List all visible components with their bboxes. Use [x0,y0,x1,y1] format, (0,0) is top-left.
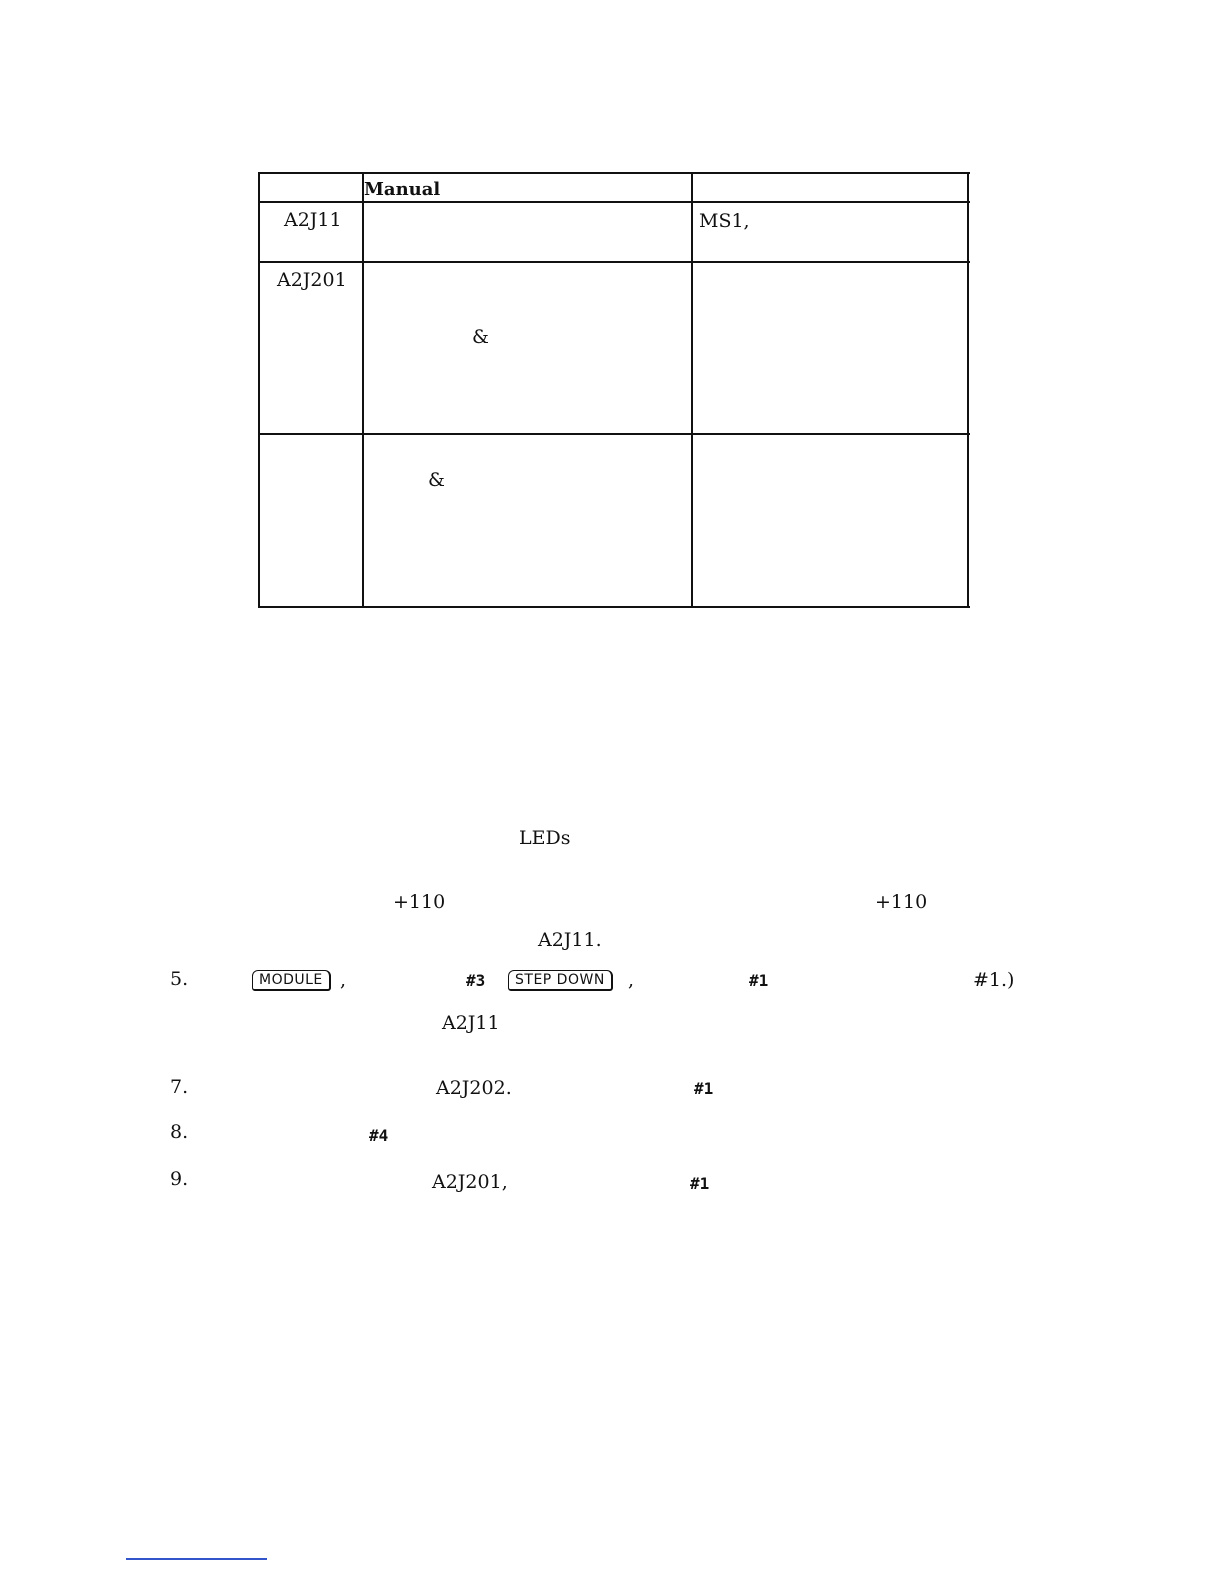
step-5-comma-1: , [340,969,347,991]
voltage-left: +110 [393,891,446,913]
step-5-ref-1: #1 [749,971,769,990]
table-row-rule-2 [259,433,970,435]
step-9-ref: #1 [690,1174,710,1193]
voltage-right: +110 [875,891,928,913]
module-key: MODULE [252,970,331,991]
step-down-key: STEP DOWN [508,970,613,991]
connector-a2j11: A2J11 [442,1012,500,1034]
step-9-connector: A2J201, [432,1171,508,1193]
table-cell-ampersand-1: & [472,326,489,348]
table-col-divider-1 [362,172,364,608]
table-col-divider-2 [691,172,693,608]
table-left-border [258,172,260,608]
table-bottom-border [259,606,970,608]
table-cell-ms1: MS1, [699,210,750,232]
step-5-ref-1-end: #1.) [973,969,1015,991]
table-top-border [259,172,970,174]
step-5-number: 5. [170,968,189,990]
table-cell-connector-a2j201: A2J201 [277,269,347,291]
step-5-comma-2: , [628,969,635,991]
table-cell-ampersand-2: & [428,469,445,491]
table-header-manual: Manual [364,179,441,200]
table-cell-connector-a2j11: A2J11 [284,209,342,231]
table-header-rule [259,201,970,203]
leds-label: LEDs [519,827,571,849]
step-5-ref-3: #3 [466,971,486,990]
step-7-number: 7. [170,1076,189,1098]
connector-ref-a2j11: A2J11. [538,929,602,951]
step-8-number: 8. [170,1121,189,1143]
table-row-rule-1 [259,261,970,263]
footer-rule [126,1558,267,1560]
step-8-ref: #4 [369,1126,389,1145]
step-9-number: 9. [170,1168,189,1190]
step-7-connector: A2J202. [436,1077,512,1099]
step-7-ref: #1 [694,1079,714,1098]
table-right-border [967,172,969,608]
